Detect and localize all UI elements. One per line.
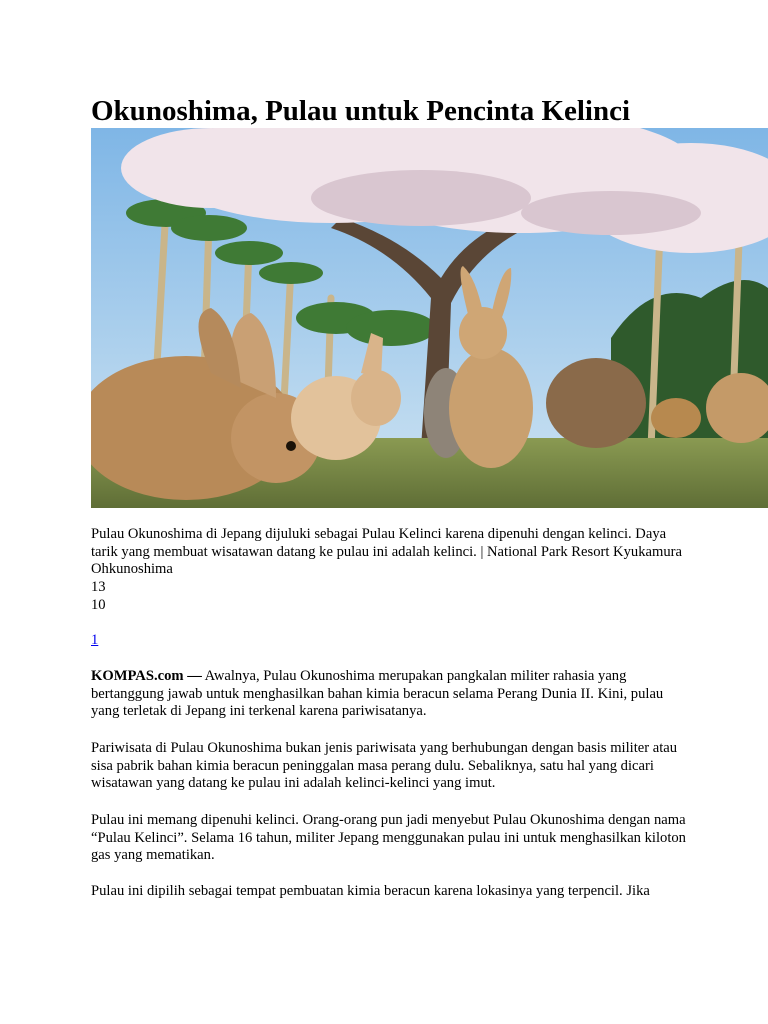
- paragraph-3: Pulau ini memang dipenuhi kelinci. Orang-orang pun jadi menyebut Pulau Okunoshima dengan nama “Pulau Kelinci”. Selama 16 tahun, militer Jepang menggunakan pulau ini untuk menghasilkan kiloton gas yang mematikan.: [91, 812, 686, 864]
- page-link[interactable]: 1: [91, 632, 99, 648]
- paragraph-1-text: Awalnya, Pulau Okunoshima merupakan pangkalan militer rahasia yang bertanggung jawab untuk menghasilkan bahan kimia beracun selama Perang Dunia II. Kini, pulau yang terletak di Jepang ini terkenal karena pariwisatanya.: [91, 668, 664, 720]
- paragraph-1: [91, 668, 691, 721]
- image-caption: Pulau Okunoshima di Jepang dijuluki sebagai Pulau Kelinci karena dipenuhi dengan kelinci. Daya tarik yang membuat wisatawan datang ke pulau ini adalah kelinci. | National Park Resort Kyukamura Ohkunoshima: [91, 526, 682, 578]
- share-count: 13: [91, 579, 106, 595]
- article-title: Okunoshima, Pulau untuk Pencinta Kelinci: [91, 95, 631, 127]
- rabbits-photo: [91, 128, 768, 508]
- source-label: KOMPAS.com —: [91, 668, 202, 684]
- comment-count: 10: [91, 597, 106, 613]
- paragraph-4: Pulau ini dipilih sebagai tempat pembuatan kimia beracun karena lokasinya yang terpencil. Jika: [91, 883, 650, 899]
- paragraph-2: Pariwisata di Pulau Okunoshima bukan jenis pariwisata yang berhubungan dengan basis militer atau sisa pabrik bahan kimia beracun peninggalan masa perang dulu. Sebaliknya, satu hal yang dicari wisatawan yang datang ke pulau ini adalah kelinci-kelinci yang imut.: [91, 740, 678, 792]
